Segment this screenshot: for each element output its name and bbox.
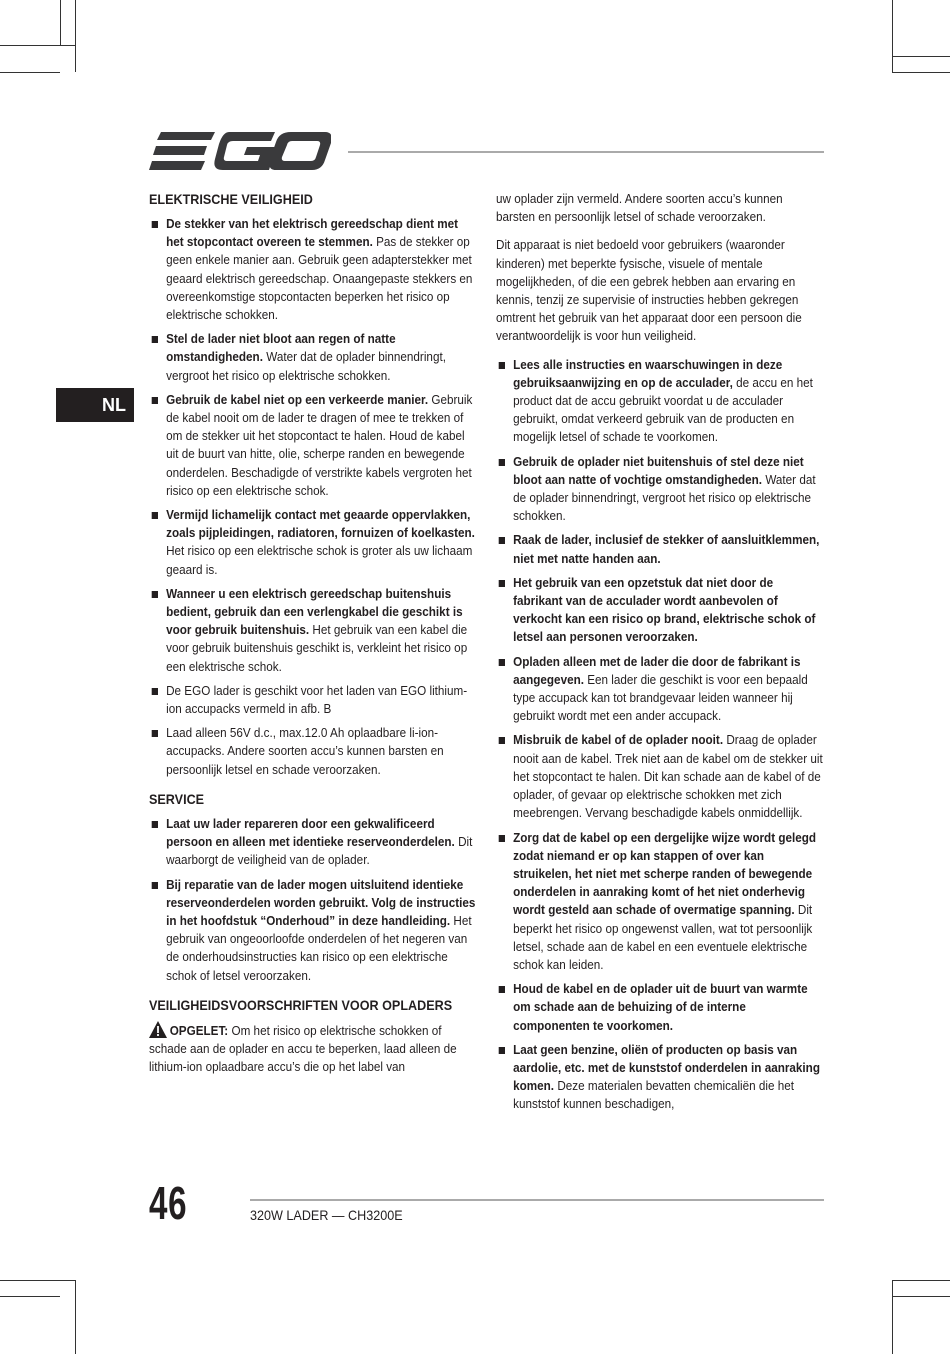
list-item: Stel de lader niet bloot aan regen of natte omstandigheden. Water dat de oplader binnendringt, vergroot het risico op elektrische schokken.	[149, 330, 478, 385]
bullet-list	[149, 215, 478, 779]
list-item: Laat geen benzine, oliën of producten op basis van aardolie, etc. met de kunststof onderdelen in aanraking komen. Deze materialen bevatten chemicaliën die het kunststof kunnen beschadigen,	[496, 1041, 825, 1114]
crop-mark	[892, 1280, 950, 1281]
list-item: Vermijd lichamelijk contact met geaarde oppervlakken, zoals pijpleidingen, radiatoren, fornuizen of koelkasten. Het risico op een elektrische schok is groter als uw lichaam geaard is.	[149, 506, 478, 579]
language-tab: NL	[56, 388, 134, 422]
list-item: Gebruik de oplader niet buitenshuis of stel deze niet bloot aan natte of vochtige omstandigheden. Water dat de oplader binnendringt, vergroot het risico op elektrische schokken.	[496, 453, 825, 526]
list-item: De stekker van het elektrisch gereedschap dient met het stopcontact overeen te stemmen. Pas de stekker op geen enkele manier aan. Gebruik geen adapterstekker met geaard elektrisch gereedschap. Onaangepaste stekkers en overeenkomstige stopcontacten beperken het risico op elektrische schokken.	[149, 215, 478, 324]
crop-mark	[75, 1280, 76, 1354]
list-item: Laat uw lader repareren door een gekwalificeerd persoon en alleen met identieke reserveonderdelen. Dit waarborgt de veiligheid van de oplader.	[149, 815, 478, 870]
bullet-list	[496, 356, 825, 1114]
left-column	[149, 190, 478, 1086]
bullet-list	[149, 815, 478, 985]
crop-mark	[60, 0, 61, 45]
warning-label: OPGELET:	[169, 1022, 229, 1038]
list-item: Houd de kabel en de oplader uit de buurt van warmte om schade aan de behuizing of de interne componenten te voorkomen.	[496, 980, 825, 1035]
paragraph: Dit apparaat is niet bedoeld voor gebruikers (waaronder kinderen) met beperkte fysische, visuele of mentale mogelijkheden, of die een gebrek hebben aan ervaring en kennis, tenzij ze supervisie of instructies hebben gekregen omtrent het gebruik van het apparaat door een persoon die verantwoordelijk is voor hun veiligheid.	[496, 237, 802, 344]
list-item: Gebruik de kabel niet op een verkeerde manier. Gebruik de kabel nooit om de lader te dragen of mee te trekken of om de stekker uit het stopcontact te halen. Houd de kabel uit de buurt van hitte, olie, scherpe randen en bewegende onderdelen. Beschadigde of verstrikte kabels vergroten het risico op een elektrische schok.	[149, 391, 478, 500]
section-heading: VEILIGHEIDSVOORSCHRIFTEN VOOR OPLADERS	[149, 996, 453, 1013]
ego-logo	[149, 131, 331, 171]
warning-paragraph: OPGELET: Om het risico op elektrische schokken of schade aan de oplader en accu te beperken, laad alleen de lithium-ion oplaadbare accu’s die op het label van	[149, 1022, 457, 1075]
crop-mark	[892, 72, 950, 73]
crop-mark	[892, 1280, 893, 1354]
footer-rule	[250, 1199, 824, 1201]
crop-mark	[892, 0, 893, 72]
list-item: Laad alleen 56V d.c., max.12.0 Ah oplaadbare li-ion-accupacks. Andere soorten accu’s kunnen barsten en persoonlijk letsel en schade veroorzaken.	[149, 724, 478, 779]
list-item: Wanneer u een elektrisch gereedschap buitenshuis bedient, gebruik dan een verlengkabel die geschikt is voor gebruik buitenshuis. Het gebruik van een kabel die voor gebruik buitenshuis geschikt is, verkleint het risico op een elektrische schok.	[149, 585, 478, 676]
warning-icon	[149, 1021, 167, 1038]
header-rule	[348, 151, 824, 153]
crop-mark	[0, 72, 60, 73]
crop-mark	[892, 56, 950, 57]
list-item: Lees alle instructies en waarschuwingen in deze gebruiksaanwijzing en op de acculader, de accu en het product dat de accu gebruikt voordat u de acculader gebruikt, omdat verkeerd gebruik van de producten en mogelijk letsel of schade te voorkomen.	[496, 356, 825, 447]
list-item: Zorg dat de kabel op een dergelijke wijze wordt gelegd zodat niemand er op kan stappen of over kan struikelen, het niet met scherpe randen of bewegende onderdelen in aanraking komt of het niet onderhevig wordt gesteld aan schade of overmatige spanning. Dit beperkt het risico op ongewenst vallen, wat tot persoonlijk letsel, schade aan de kabel en een eventuele elektrische schok kan leiden.	[496, 829, 825, 975]
right-column	[496, 190, 825, 1125]
list-item: Misbruik de kabel of de oplader nooit. Draag de oplader nooit aan de kabel. Trek niet aan de kabel om de stekker uit het stopcontact te halen. Dit kan schade aan de kabel of de oplader, of gevaar op elektrische schokken met zich meebrengen. Vervang beschadigde kabels onmiddellijk.	[496, 731, 825, 822]
footer-text: 320W LADER — CH3200E	[250, 1207, 403, 1223]
crop-mark	[0, 1296, 60, 1297]
crop-mark	[892, 1296, 950, 1297]
page-number: 46	[149, 1177, 188, 1229]
list-item: Opladen alleen met de lader die door de fabrikant is aangegeven. Een lader die geschikt is voor een bepaald type accupack kan tot brandgevaar leiden wanneer hij gebruikt wordt met een ander accupack.	[496, 653, 825, 726]
crop-mark	[0, 45, 76, 46]
list-item: De EGO lader is geschikt voor het laden van EGO lithium-ion accupacks vermeld in afb. B	[149, 682, 478, 718]
list-item: Het gebruik van een opzetstuk dat niet door de fabrikant van de acculader wordt aanbevolen of verkocht kan een risico op brand, elektrische schok of letsel aan personen veroorzaken.	[496, 574, 825, 647]
section-heading: SERVICE	[149, 790, 205, 807]
list-item: Bij reparatie van de lader mogen uitsluitend identieke reserveonderdelen worden gebruikt. Volg de instructies in het hoofdstuk “Onderhoud” in deze handleiding. Het gebruik van ongeoorloofde onderdelen of het negeren van de onderhoudsinstructies kan risico op een elektrische schok of letsel veroorzaken.	[149, 876, 478, 985]
section-heading: ELEKTRISCHE VEILIGHEID	[149, 191, 313, 207]
crop-mark	[75, 0, 76, 72]
paragraph: uw oplader zijn vermeld. Andere soorten accu’s kunnen barsten en persoonlijk letsel of schade veroorzaken.	[496, 191, 783, 225]
list-item: Raak de lader, inclusief de stekker of aansluitklemmen, niet met natte handen aan.	[496, 531, 825, 567]
crop-mark	[0, 1280, 76, 1281]
